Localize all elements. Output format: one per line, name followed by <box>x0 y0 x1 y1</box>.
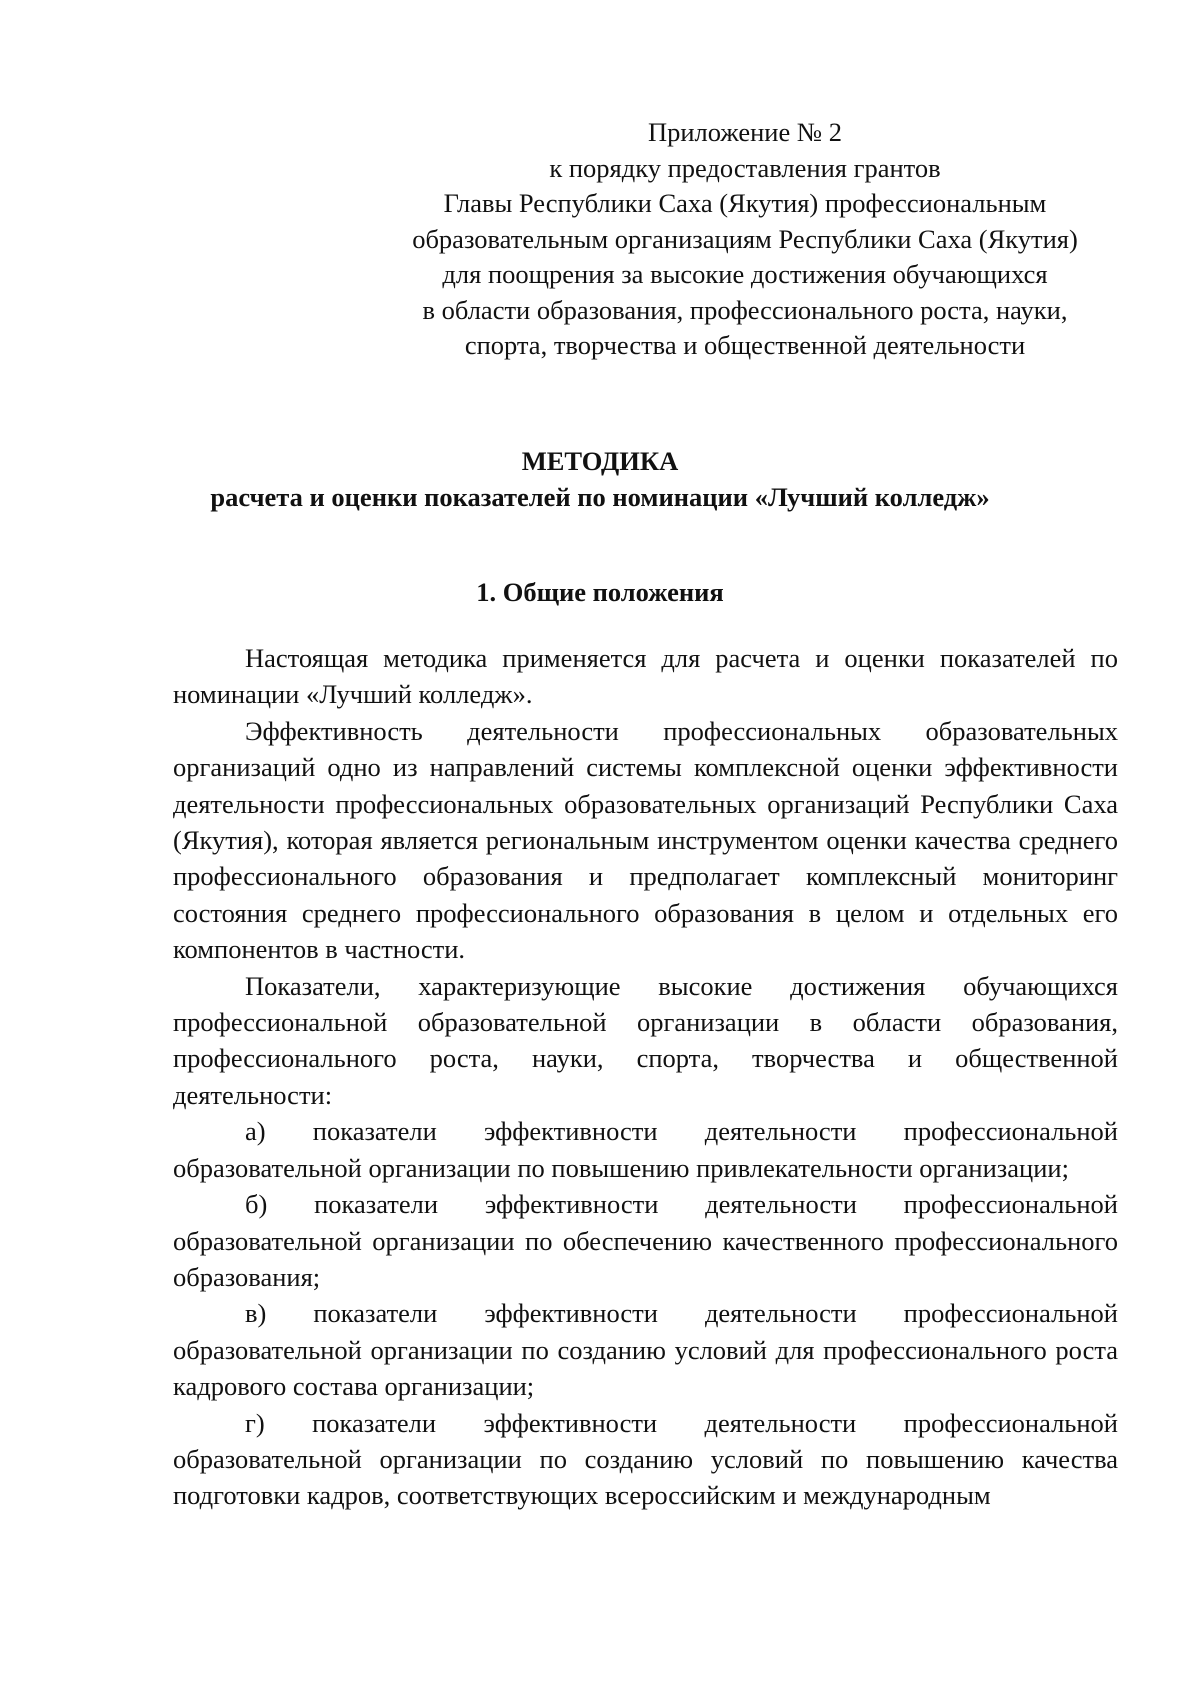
appendix-line: для поощрения за высокие достижения обучающихся <box>442 259 1048 289</box>
document-subtitle: расчета и оценки показателей по номинации «Лучший колледж» <box>210 482 990 512</box>
list-item-g: г) показатели эффективности деятельности профессиональной образовательной организации по созданию условий по повышению качества подготовки кадров, соответствующих всероссийским и международным <box>173 1407 1118 1511</box>
paragraph: Настоящая методика применяется для расчета и оценки показателей по номинации «Лучший колледж». <box>173 643 1118 710</box>
section-heading: 1. Общие положения <box>476 577 724 607</box>
appendix-line: к порядку предоставления грантов <box>549 152 941 183</box>
list-item-a: а) показатели эффективности деятельности профессиональной образовательной организации по повышению привлекательности организации; <box>173 1116 1118 1183</box>
appendix-number: Приложение № 2 <box>647 117 842 147</box>
appendix-line: спорта, творчества и общественной деятельности <box>464 330 1026 360</box>
appendix-line: в области образования, профессионального роста, науки, <box>422 294 1068 325</box>
appendix-line: Главы Республики Саха (Якутия) профессиональным <box>443 188 1047 218</box>
appendix-header <box>395 115 1095 364</box>
list-item-v: в) показатели эффективности деятельности профессиональной образовательной организации по созданию условий для профессионального роста кадрового состава организации; <box>173 1298 1118 1402</box>
document-title: МЕТОДИКА <box>521 446 679 476</box>
list-item-b: б) показатели эффективности деятельности профессиональной образовательной организации по обеспечению качественного профессионального образования; <box>173 1189 1118 1292</box>
paragraph: Показатели, характеризующие высокие достижения обучающихся профессиональной образовательной организации в области образования, профессионального роста, науки, спорта, творчества и общественной деятельности: <box>173 970 1118 1110</box>
section-body <box>173 640 1118 1514</box>
paragraph: Эффективность деятельности профессиональных образовательных организаций одно из направлений системы комплексной оценки эффективности деятельности профессиональных образовательных организаций Республики Саха (Якутия), которая является региональным инструментом оценки качества среднего профессионального образования и предполагает комплексный мониторинг состояния среднего профессионального образования в целом и отдельных его компонентов в частности. <box>173 715 1118 965</box>
appendix-line: образовательным организациям Республики Саха (Якутия) <box>412 223 1078 254</box>
